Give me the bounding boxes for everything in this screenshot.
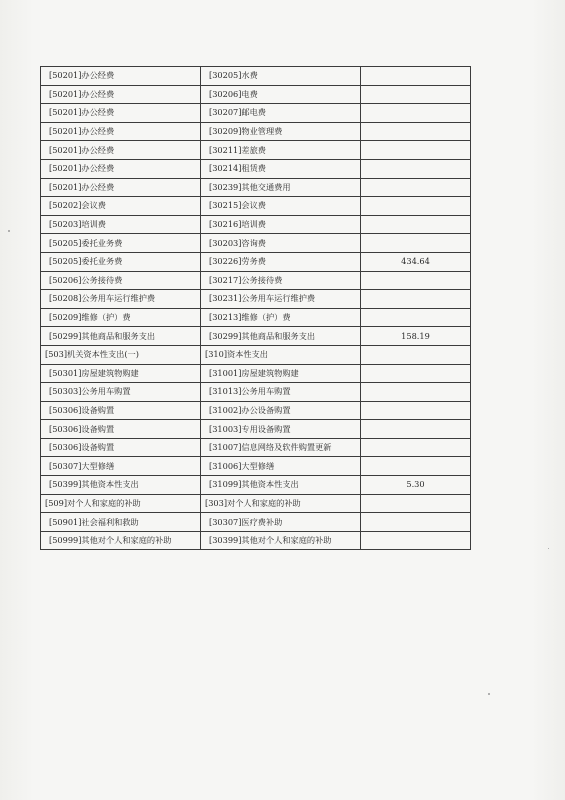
table-row — [41, 85, 471, 104]
government-economic-class-cell: [50208]公务用车运行维护费 — [41, 290, 201, 309]
government-economic-class-cell: [50201]办公经费 — [41, 85, 201, 104]
table-row — [41, 457, 471, 476]
table-row — [41, 476, 471, 495]
amount-cell — [361, 308, 471, 327]
table-row — [41, 197, 471, 216]
government-economic-class-cell: [50306]设备购置 — [41, 420, 201, 439]
departmental-economic-class-cell: [31006]大型修缮 — [201, 457, 361, 476]
amount-cell — [361, 104, 471, 123]
departmental-economic-class-cell: [310]资本性支出 — [201, 345, 361, 364]
departmental-economic-class-cell: [30214]租赁费 — [201, 159, 361, 178]
table-row — [41, 122, 471, 141]
departmental-economic-class-cell: [30226]劳务费 — [201, 252, 361, 271]
government-economic-class-cell: [50301]房屋建筑物购建 — [41, 364, 201, 383]
amount-cell — [361, 67, 471, 86]
table-group-row — [41, 494, 471, 513]
amount-cell — [361, 383, 471, 402]
table-row — [41, 215, 471, 234]
departmental-economic-class-cell: [31013]公务用车购置 — [201, 383, 361, 402]
table-row — [41, 159, 471, 178]
table-body — [41, 67, 471, 550]
departmental-economic-class-cell: [30211]差旅费 — [201, 141, 361, 160]
departmental-economic-class-cell: [31007]信息网络及软件购置更新 — [201, 438, 361, 457]
government-economic-class-cell: [50201]办公经费 — [41, 159, 201, 178]
amount-cell — [361, 531, 471, 550]
table-row — [41, 141, 471, 160]
amount-cell — [361, 215, 471, 234]
table-row — [41, 401, 471, 420]
departmental-economic-class-cell: [30299]其他商品和服务支出 — [201, 327, 361, 346]
government-economic-class-cell: [50203]培训费 — [41, 215, 201, 234]
amount-cell: 434.64 — [361, 252, 471, 271]
amount-cell — [361, 85, 471, 104]
table-row — [41, 234, 471, 253]
amount-cell — [361, 438, 471, 457]
departmental-economic-class-cell: [30203]咨询费 — [201, 234, 361, 253]
table-row — [41, 327, 471, 346]
amount-cell — [361, 197, 471, 216]
table-group-row — [41, 345, 471, 364]
amount-cell — [361, 141, 471, 160]
table-row — [41, 420, 471, 439]
amount-cell — [361, 345, 471, 364]
government-economic-class-cell: [50299]其他商品和服务支出 — [41, 327, 201, 346]
government-economic-class-cell: [50201]办公经费 — [41, 178, 201, 197]
departmental-economic-class-cell: [30307]医疗费补助 — [201, 513, 361, 532]
departmental-economic-class-cell: [30217]公务接待费 — [201, 271, 361, 290]
amount-cell: 5.30 — [361, 476, 471, 495]
departmental-economic-class-cell: [30216]培训费 — [201, 215, 361, 234]
table-row — [41, 308, 471, 327]
government-economic-class-cell: [50202]会议费 — [41, 197, 201, 216]
government-economic-class-cell: [50901]社会福利和救助 — [41, 513, 201, 532]
government-economic-class-cell: [50201]办公经费 — [41, 67, 201, 86]
amount-cell — [361, 457, 471, 476]
amount-cell — [361, 234, 471, 253]
amount-cell — [361, 364, 471, 383]
departmental-economic-class-cell: [30213]维修（护）费 — [201, 308, 361, 327]
table-row — [41, 271, 471, 290]
amount-cell — [361, 513, 471, 532]
departmental-economic-class-cell: [303]对个人和家庭的补助 — [201, 494, 361, 513]
government-economic-class-cell: [50201]办公经费 — [41, 141, 201, 160]
table-row — [41, 67, 471, 86]
table-row — [41, 513, 471, 532]
departmental-economic-class-cell: [31001]房屋建筑物购建 — [201, 364, 361, 383]
table-row — [41, 178, 471, 197]
departmental-economic-class-cell: [30205]水费 — [201, 67, 361, 86]
departmental-economic-class-cell: [30239]其他交通费用 — [201, 178, 361, 197]
departmental-economic-class-cell: [31099]其他资本性支出 — [201, 476, 361, 495]
government-economic-class-cell: [50999]其他对个人和家庭的补助 — [41, 531, 201, 550]
government-economic-class-cell: [50201]办公经费 — [41, 104, 201, 123]
government-economic-class-cell: [50205]委托业务费 — [41, 252, 201, 271]
table-row — [41, 364, 471, 383]
government-economic-class-cell: [50307]大型修缮 — [41, 457, 201, 476]
departmental-economic-class-cell: [31002]办公设备购置 — [201, 401, 361, 420]
table-row — [41, 531, 471, 550]
government-economic-class-cell: [50306]设备购置 — [41, 401, 201, 420]
amount-cell — [361, 494, 471, 513]
government-economic-class-cell: [50209]维修（护）费 — [41, 308, 201, 327]
departmental-economic-class-cell: [30207]邮电费 — [201, 104, 361, 123]
government-economic-class-cell: [50306]设备购置 — [41, 438, 201, 457]
amount-cell — [361, 178, 471, 197]
government-economic-class-cell: [50303]公务用车购置 — [41, 383, 201, 402]
departmental-economic-class-cell: [30231]公务用车运行维护费 — [201, 290, 361, 309]
departmental-economic-class-cell: [30399]其他对个人和家庭的补助 — [201, 531, 361, 550]
departmental-economic-class-cell: [30209]物业管理费 — [201, 122, 361, 141]
amount-cell — [361, 159, 471, 178]
budget-classification-table — [40, 66, 471, 550]
scan-speck — [548, 548, 549, 549]
government-economic-class-cell: [509]对个人和家庭的补助 — [41, 494, 201, 513]
amount-cell — [361, 122, 471, 141]
government-economic-class-cell: [50201]办公经费 — [41, 122, 201, 141]
departmental-economic-class-cell: [30206]电费 — [201, 85, 361, 104]
departmental-economic-class-cell: [30215]会议费 — [201, 197, 361, 216]
table-row — [41, 252, 471, 271]
amount-cell — [361, 271, 471, 290]
amount-cell: 158.19 — [361, 327, 471, 346]
government-economic-class-cell: [50399]其他资本性支出 — [41, 476, 201, 495]
amount-cell — [361, 420, 471, 439]
table-row — [41, 290, 471, 309]
government-economic-class-cell: [50205]委托业务费 — [41, 234, 201, 253]
amount-cell — [361, 290, 471, 309]
government-economic-class-cell: [50206]公务接待费 — [41, 271, 201, 290]
table-row — [41, 438, 471, 457]
amount-cell — [361, 401, 471, 420]
table-row — [41, 383, 471, 402]
scan-speck — [8, 230, 10, 232]
departmental-economic-class-cell: [31003]专用设备购置 — [201, 420, 361, 439]
government-economic-class-cell: [503]机关资本性支出(一) — [41, 345, 201, 364]
scan-speck — [488, 693, 490, 695]
table-row — [41, 104, 471, 123]
